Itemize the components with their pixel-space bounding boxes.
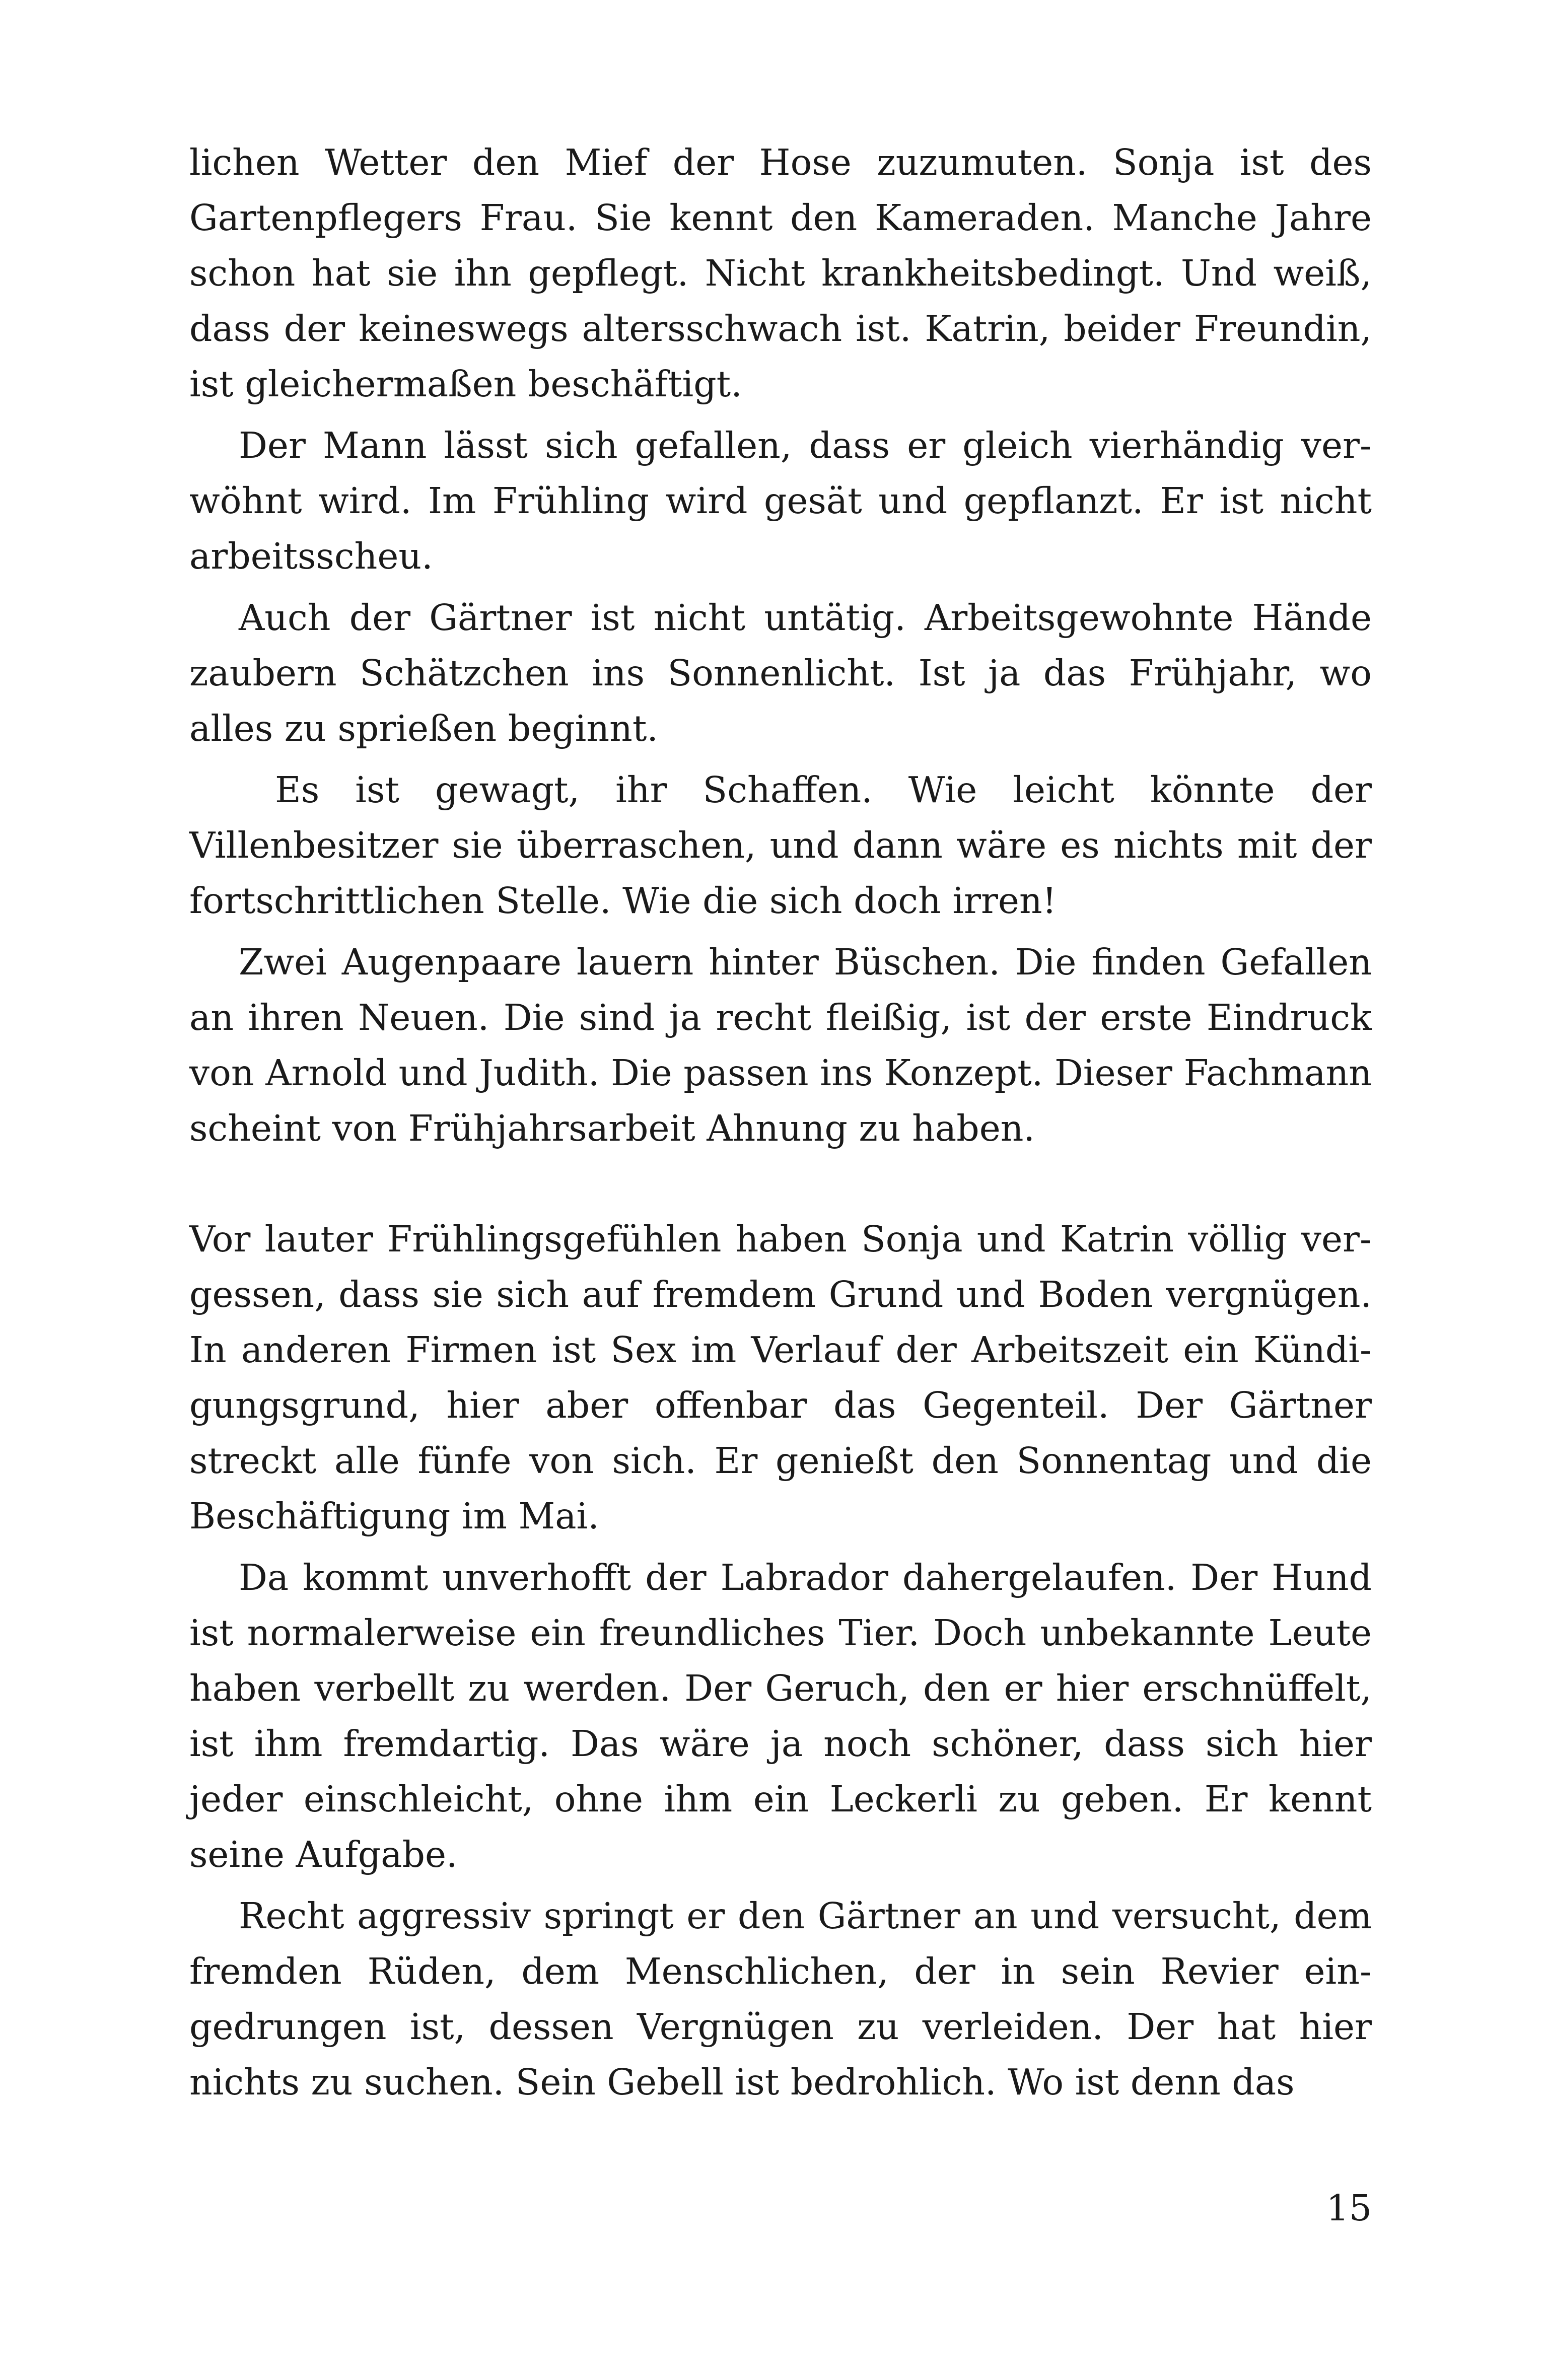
paragraph: Zwei Augenpaare lauern hinter Büschen. Die finden Gefallen an ihren Neuen. Die sind ja recht fleißig, ist der erste Eindruck von Arnold und Judith. Die passen ins Konzept. Dieser Fachmann scheint von Frühjahrsarbeit Ahnung zu haben. xyxy=(189,941,1372,1149)
paragraph: Auch der Gärtner ist nicht untätig. Arbeitsgewohnte Hände zaubern Schätzchen ins Sonnenlicht. Ist ja das Frühjahr, wo alles zu sprießen beginnt. xyxy=(189,597,1372,749)
paragraph: Der Mann lässt sich gefallen, dass er gleich vierhändig verwöhnt wird. Im Frühling wird gesät und gepflanzt. Er ist nicht arbeitsscheu. xyxy=(189,425,1372,577)
body-text xyxy=(189,135,1372,2116)
page-number: 15 xyxy=(1326,2187,1372,2229)
paragraph: Recht aggressiv springt er den Gärtner an und versucht, dem fremden Rüden, dem Menschlichen, der in sein Revier eingedrungen ist, dessen Vergnügen zu verleiden. Der hat hier nichts zu suchen. Sein Gebell ist bedrohlich. Wo ist denn das xyxy=(189,1895,1372,2103)
paragraph: Vor lauter Frühlingsgefühlen haben Sonja und Katrin völlig vergessen, dass sie sich auf fremdem Grund und Boden vergnügen. In anderen Firmen ist Sex im Verlauf der Arbeitszeit ein Kündigungsgrund, hier aber offenbar das Gegenteil. Der Gärtner streckt alle fünfe von sich. Er genießt den Sonnentag und die Beschäftigung im Mai. xyxy=(189,1218,1372,1537)
paragraph: Da kommt unverhofft der Labrador dahergelaufen. Der Hund ist normalerweise ein freundliches Tier. Doch unbekannte Leute haben verbellt zu werden. Der Geruch, den er hier erschnüffelt, ist ihm fremdartig. Das wäre ja noch schöner, dass sich hier jeder einschleicht, ohne ihm ein Leckerli zu geben. Er kennt seine Aufgabe. xyxy=(189,1557,1372,1875)
paragraph: lichen Wetter den Mief der Hose zuzumuten. Sonja ist des Gartenpflegers Frau. Sie kennt den Kameraden. Manche Jahre schon hat sie ihn gepflegt. Nicht krankheitsbedingt. Und weiß, dass der keineswegs altersschwach ist. Katrin, beider Freundin, ist gleichermaßen beschäftigt. xyxy=(189,142,1372,405)
paragraph: Es ist gewagt, ihr Schaffen. Wie leicht könnte der Villenbesitzer sie überraschen, und dann wäre es nichts mit der fortschrittlichen Stelle. Wie die sich doch irren! xyxy=(189,769,1372,922)
